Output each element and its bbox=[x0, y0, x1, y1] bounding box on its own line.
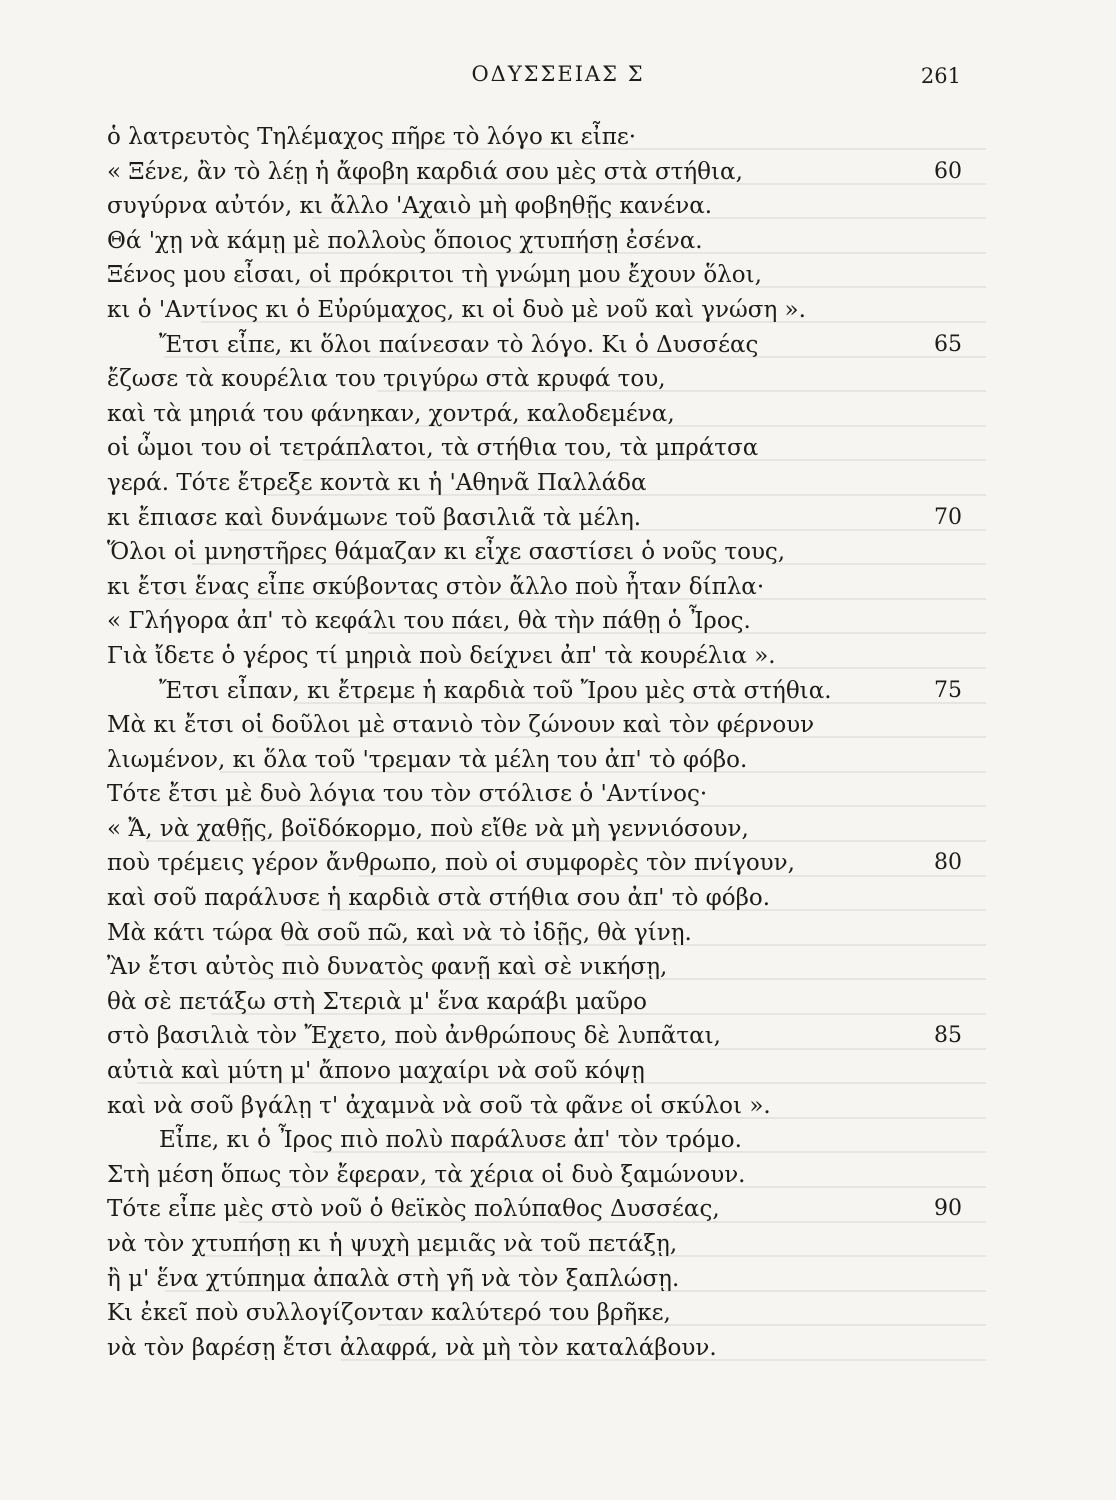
verse-line bbox=[107, 535, 962, 570]
verse-text: ἔζωσε τὰ κουρέλια του τριγύρω στὰ κρυφά του, bbox=[107, 366, 666, 393]
verse-line bbox=[107, 950, 962, 985]
verse-text: Ἔτσι εἶπαν, κι ἔτρεμε ἡ καρδιὰ τοῦ Ἴρου μὲς στὰ στήθια. bbox=[159, 677, 832, 704]
verse-line bbox=[107, 639, 962, 674]
verse-line bbox=[107, 1019, 962, 1054]
line-number: 70 bbox=[934, 504, 962, 530]
verse-line bbox=[107, 1158, 962, 1193]
verse-line bbox=[107, 1089, 962, 1124]
poem-text bbox=[107, 120, 962, 1365]
verse-text: γερά. Τότε ἔτρεξε κοντὰ κι ἡ 'Αθηνᾶ Παλλάδα bbox=[107, 469, 647, 496]
verse-text: « Γλήγορα ἀπ' τὸ κεφάλι του πάει, θὰ τὴν πάθῃ ὁ Ἶρος. bbox=[107, 608, 751, 635]
line-number: 65 bbox=[934, 331, 962, 357]
verse-text: στὸ βασιλιὰ τὸν Ἔχετο, ποὺ ἀνθρώπους δὲ λυπᾶται, bbox=[107, 1023, 721, 1050]
verse-line bbox=[107, 397, 962, 432]
verse-line bbox=[107, 1123, 962, 1158]
verse-text: Ξένος μου εἶσαι, οἱ πρόκριτοι τὴ γνώμη μου ἔχουν ὅλοι, bbox=[107, 262, 762, 289]
line-number: 75 bbox=[934, 677, 962, 703]
verse-line bbox=[107, 120, 962, 155]
verse-text: Ἔτσι εἶπε, κι ὅλοι παίνεσαν τὸ λόγο. Κι ὁ Δυσσέας bbox=[159, 331, 759, 358]
verse-line bbox=[107, 1331, 962, 1366]
verse-text: Ἂν ἔτσι αὐτὸς πιὸ δυνατὸς φανῇ καὶ σὲ νικήσῃ, bbox=[107, 954, 668, 981]
verse-text: ἢ μ' ἕνα χτύπημα ἀπαλὰ στὴ γῆ νὰ τὸν ξαπλώσῃ. bbox=[107, 1265, 680, 1292]
verse-text: Τότε ἔτσι μὲ δυὸ λόγια του τὸν στόλισε ὁ 'Αντίνος· bbox=[107, 781, 708, 808]
page-number: 261 bbox=[920, 64, 961, 88]
verse-line bbox=[107, 604, 962, 639]
verse-text: Τότε εἶπε μὲς στὸ νοῦ ὁ θεϊκὸς πολύπαθος Δυσσέας, bbox=[107, 1196, 720, 1223]
verse-line bbox=[107, 743, 962, 778]
verse-text: θὰ σὲ πετάξω στὴ Στεριὰ μ' ἕνα καράβι μαῦρο bbox=[107, 988, 648, 1015]
verse-line bbox=[107, 708, 962, 743]
verse-text: Εἶπε, κι ὁ Ἶρος πιὸ πολὺ παράλυσε ἀπ' τὸν τρόμο. bbox=[159, 1127, 742, 1154]
verse-text: νὰ τὸν χτυπήσῃ κι ἡ ψυχὴ μεμιᾶς νὰ τοῦ πετάξῃ, bbox=[107, 1231, 678, 1257]
verse-text: οἱ ὦμοι του οἱ τετράπλατοι, τὰ στήθια του, τὰ μπράτσα bbox=[107, 435, 759, 462]
verse-text: Κι ἐκεῖ ποὺ συλλογίζονταν καλύτερό του βρῆκε, bbox=[107, 1300, 671, 1327]
verse-line bbox=[107, 1054, 962, 1089]
verse-text: κι ἔπιασε καὶ δυνάμωνε τοῦ βασιλιᾶ τὰ μέλη. bbox=[107, 504, 642, 531]
verse-line bbox=[107, 570, 962, 605]
verse-line bbox=[107, 293, 962, 328]
verse-text: καὶ νὰ σοῦ βγάλῃ τ' ἀχαμνὰ νὰ σοῦ τὰ φᾶνε οἱ σκύλοι ». bbox=[107, 1092, 771, 1119]
verse-text: « Ξένε, ἂν τὸ λέῃ ἡ ἄφοβη καρδιά σου μὲς στὰ στήθια, bbox=[107, 158, 743, 185]
verse-line bbox=[107, 674, 962, 709]
verse-text: ὁ λατρευτὸς Τηλέμαχος πῆρε τὸ λόγο κι εἶπε· bbox=[107, 124, 637, 150]
verse-text: καὶ σοῦ παράλυσε ἡ καρδιὰ στὰ στήθια σου ἀπ' τὸ φόβο. bbox=[107, 885, 771, 912]
verse-line bbox=[107, 328, 962, 363]
verse-line bbox=[107, 155, 962, 190]
verse-text: κι ὁ 'Αντίνος κι ὁ Εὐρύμαχος, κι οἱ δυὸ μὲ νοῦ καὶ γνώση ». bbox=[107, 296, 806, 323]
verse-line bbox=[107, 1227, 962, 1262]
verse-text: Μὰ κάτι τώρα θὰ σοῦ πῶ, καὶ νὰ τὸ ἰδῇς, θὰ γίνῃ. bbox=[107, 919, 692, 946]
verse-line bbox=[107, 881, 962, 916]
running-title: ΟΔΥΣΣΕΙΑΣ Σ bbox=[471, 62, 645, 86]
verse-text: νὰ τὸν βαρέσῃ ἔτσι ἀλαφρά, νὰ μὴ τὸν καταλάβουν. bbox=[107, 1334, 717, 1361]
verse-line bbox=[107, 431, 962, 466]
verse-text: « Ἄ, νὰ χαθῇς, βοϊδόκορμο, ποὺ εἴθε νὰ μὴ γεννιόσουν, bbox=[107, 815, 749, 842]
verse-line bbox=[107, 362, 962, 397]
line-number: 90 bbox=[934, 1196, 962, 1222]
verse-text: Μὰ κι ἔτσι οἱ δοῦλοι μὲ στανιὸ τὸν ζώνουν καὶ τὸν φέρνουν bbox=[107, 712, 815, 739]
line-number: 60 bbox=[934, 158, 962, 184]
verse-line bbox=[107, 1192, 962, 1227]
verse-line bbox=[107, 1296, 962, 1331]
verse-text: καὶ τὰ μηριά του φάνηκαν, χοντρά, καλοδεμένα, bbox=[107, 400, 675, 427]
verse-line bbox=[107, 777, 962, 812]
verse-text: Ὅλοι οἱ μνηστῆρες θάμαζαν κι εἶχε σαστίσει ὁ νοῦς τους, bbox=[107, 539, 786, 566]
verse-line bbox=[107, 258, 962, 293]
verse-text: συγύρνα αὐτόν, κι ἄλλο 'Αχαιὸ μὴ φοβηθῇς κανένα. bbox=[107, 193, 713, 220]
verse-text: ποὺ τρέμεις γέρον ἄνθρωπο, ποὺ οἱ συμφορὲς τὸν πνίγουν, bbox=[107, 850, 795, 877]
verse-line bbox=[107, 501, 962, 536]
verse-text: Γιὰ ἴδετε ὁ γέρος τί μηριὰ ποὺ δείχνει ἀπ' τὰ κουρέλια ». bbox=[107, 642, 776, 669]
verse-line bbox=[107, 466, 962, 501]
verse-line bbox=[107, 916, 962, 951]
verse-text: κι ἔτσι ἕνας εἶπε σκύβοντας στὸν ἄλλο ποὺ ἦταν δίπλα· bbox=[107, 573, 765, 600]
verse-line bbox=[107, 985, 962, 1020]
verse-line bbox=[107, 224, 962, 259]
verse-text: αὐτιὰ καὶ μύτη μ' ἄπονο μαχαίρι νὰ σοῦ κόψῃ bbox=[107, 1058, 645, 1085]
verse-line bbox=[107, 812, 962, 847]
verse-text: Στὴ μέση ὅπως τὸν ἔφεραν, τὰ χέρια οἱ δυὸ ξαμώνουν. bbox=[107, 1161, 746, 1188]
verse-text: Θά 'χῃ νὰ κάμῃ μὲ πολλοὺς ὅποιος χτυπήσῃ ἐσένα. bbox=[107, 227, 703, 254]
verse-text: λιωμένον, κι ὅλα τοῦ 'τρεμαν τὰ μέλη του ἀπ' τὸ φόβο. bbox=[107, 746, 748, 773]
line-number: 80 bbox=[934, 850, 962, 876]
verse-line bbox=[107, 846, 962, 881]
line-number: 85 bbox=[934, 1023, 962, 1049]
verse-line bbox=[107, 189, 962, 224]
page-header bbox=[0, 62, 1116, 94]
verse-line bbox=[107, 1262, 962, 1297]
